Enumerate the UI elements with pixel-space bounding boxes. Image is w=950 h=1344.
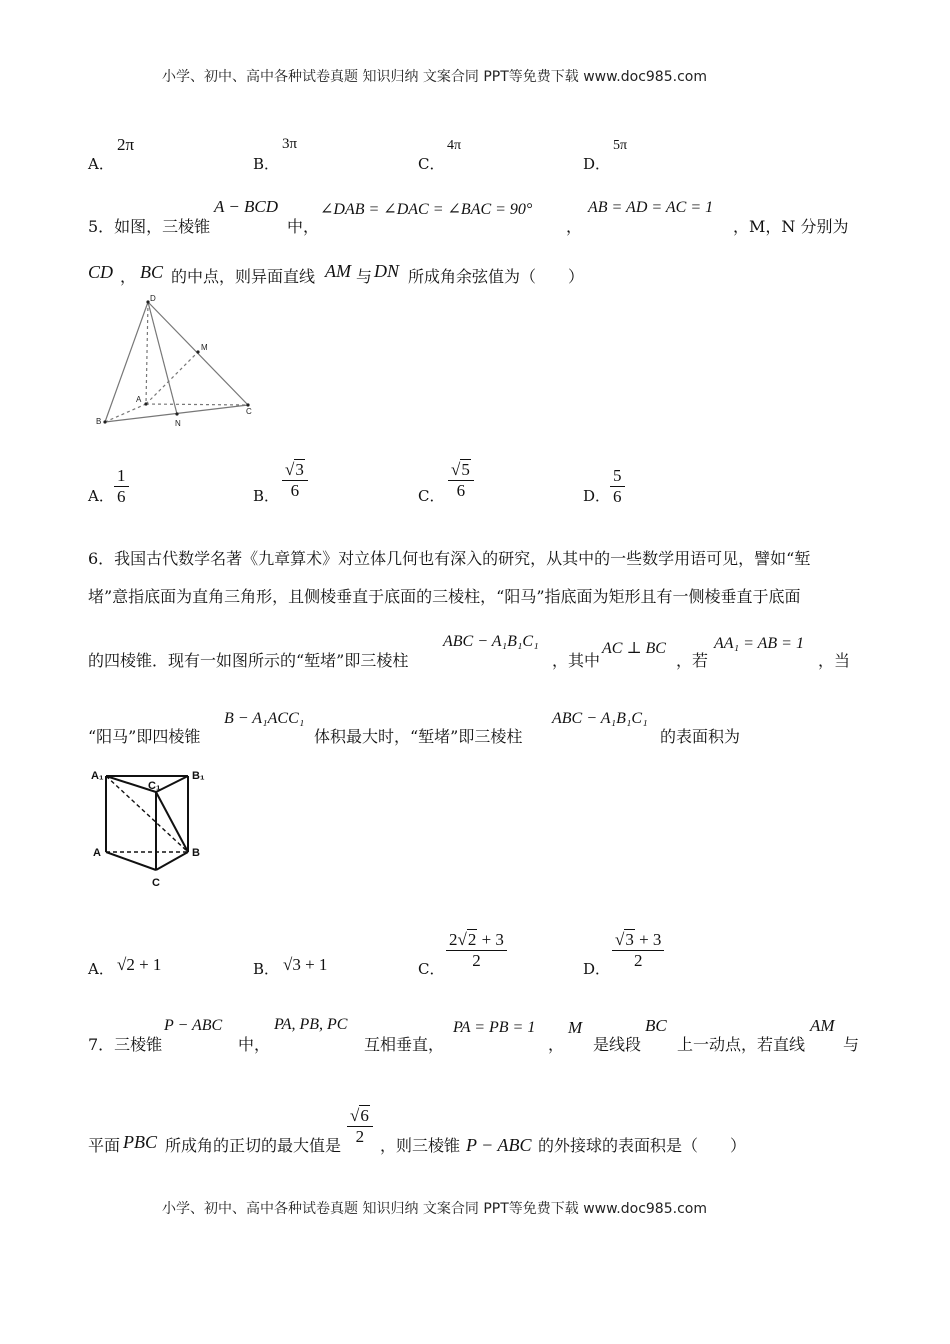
label-b: B [96,417,102,426]
q7-math-edges: PA, PB, PC [274,1016,348,1033]
q7-text: 所成角的正切的最大值是 [165,1136,342,1155]
q5-math-bc: BC [140,262,164,282]
q6-line-3: 的四棱锥．现有一如图所示的“堑堵”即三棱柱 [88,651,409,670]
q7-text: 互相垂直， [364,1035,445,1054]
q6-option-d-value: $\frac{√3 + 3}{2}$ [612,930,664,971]
edge-da-hidden [146,302,148,404]
label-m: M [201,343,208,352]
q7-math-tetra: P − ABC [164,1017,223,1034]
label-b: B [192,847,200,859]
q5-text: ， [120,267,137,286]
q5-math-lengths: AB = AD = AC = 1 [588,199,714,216]
q7-number: 7．三棱锥 [88,1035,163,1054]
q6-line-2: 堵”意指底面为直角三角形，且侧棱垂直于底面的三棱柱，“阳马”指底面为矩形且有一侧棱垂直于底面 [88,587,801,606]
label-a: A [93,847,101,859]
q6-option-b-value: √3 + 1 [283,955,328,974]
q6-option-d-label: D． [583,960,611,978]
q5-math-am: AM [325,261,351,281]
q6-math-prism-2: ABC − A₁B₁C₁ [552,710,648,727]
q5-text: ， [566,217,583,236]
q5-math-dn: DN [374,261,400,281]
edge-ac-hidden [146,404,248,405]
q4-option-d-value: 5π [613,138,628,153]
label-b1: B₁ [192,770,205,782]
q6-line-4: “阳马”即四棱锥 [88,727,201,746]
q5-option-c-label: C． [418,487,445,505]
q5-option-a-value: $\frac{1}{6}$ [114,466,129,507]
q7-math-tetra-2: P − ABC [466,1135,532,1155]
q6-text: ，当 [818,651,851,670]
q7-math-bc: BC [645,1016,667,1035]
label-c: C [152,877,160,889]
q6-math-aa1: AA₁ = AB = 1 [714,635,804,652]
q4-option-a-value: 2π [117,135,135,154]
q5-text: 与 [356,267,373,286]
q6-option-c-label: C． [418,960,445,978]
label-c: C [246,407,252,416]
q7-math-pbc: PBC [123,1132,157,1152]
q6-math-prism: ABC − A₁B₁C₁ [443,633,539,650]
q6-text: ，若 [676,651,709,670]
q7-fraction: $\frac{√6}{2}$ [347,1106,373,1147]
q4-option-c-value: 4π [447,138,462,153]
label-a: A [136,395,142,404]
q5-math-cd: CD [88,262,114,282]
q5-number: 5．如图，三棱锥 [88,217,211,236]
q7-math-am: AM [810,1016,835,1035]
q7-text: ， [548,1035,565,1054]
edge-db [105,302,148,422]
q6-math-pyramid: B − A₁ACC₁ [224,710,305,727]
q4-option-b-label: B． [253,155,280,173]
q5-math-tetra: A − BCD [214,197,279,216]
q4-option-a-label: A． [88,155,114,173]
q5-tetrahedron-figure [90,292,260,432]
q6-math-perp: AC ⊥ BC [602,640,666,657]
q7-text: 上一动点，若直线 [677,1035,806,1054]
q6-option-c-value: $\frac{2√2 + 3}{2}$ [446,930,507,971]
q6-option-b-label: B． [253,960,280,978]
q5-option-b-label: B． [253,487,280,505]
q6-prism-figure [88,766,218,896]
q7-text: ，则三棱锥 [380,1136,461,1155]
q5-text: 所成角余弦值为（ ） [408,267,585,286]
footer-banner: 小学、初中、高中各种试卷真题 知识归纳 文案合同 PPT等免费下载 www.doc985.com [162,1201,707,1217]
q5-option-c-value: $\frac{√5}{6}$ [448,460,474,501]
q7-text: 的外接球的表面积是（ ） [538,1136,747,1155]
label-n: N [175,419,181,428]
q5-option-d-label: D． [583,487,611,505]
q5-option-a-label: A． [88,487,114,505]
label-d: D [150,294,156,303]
q4-option-d-label: D． [583,155,611,173]
q4-option-b-value: 3π [282,136,298,152]
q7-text: 是线段 [593,1035,642,1054]
q5-text: 中， [287,217,320,236]
q7-text: 与 [843,1035,860,1054]
label-a1: A₁ [91,770,104,782]
q5-text: 的中点，则异面直线 [171,267,316,286]
q6-option-a-label: A． [88,960,114,978]
q7-line-2: 平面 [88,1136,121,1155]
q4-option-c-label: C． [418,155,445,173]
q6-text: ，其中 [552,651,601,670]
q5-option-d-value: $\frac{5}{6}$ [610,466,625,507]
label-c1: C₁ [148,780,161,792]
q7-text: 中， [238,1035,271,1054]
q6-text: 体积最大时，“堑堵”即三棱柱 [314,727,523,746]
q6-option-a-value: √2 + 1 [117,955,162,974]
edge-dn [148,302,177,414]
q5-text: ，M，N 分别为 [733,217,849,236]
q7-math-lengths: PA = PB = 1 [453,1019,536,1036]
q6-text: 的表面积为 [660,727,741,746]
header-banner: 小学、初中、高中各种试卷真题 知识归纳 文案合同 PPT等免费下载 www.doc985.com [162,69,707,85]
q5-math-angles: ∠DAB = ∠DAC = ∠BAC = 90° [320,201,533,218]
q5-option-b-value: $\frac{√3}{6}$ [282,460,308,501]
q6-line-1: 6．我国古代数学名著《九章算术》对立体几何也有深入的研究，从其中的一些数学用语可见，譬如“堑 [88,549,811,568]
q7-math-m: M [568,1018,583,1037]
